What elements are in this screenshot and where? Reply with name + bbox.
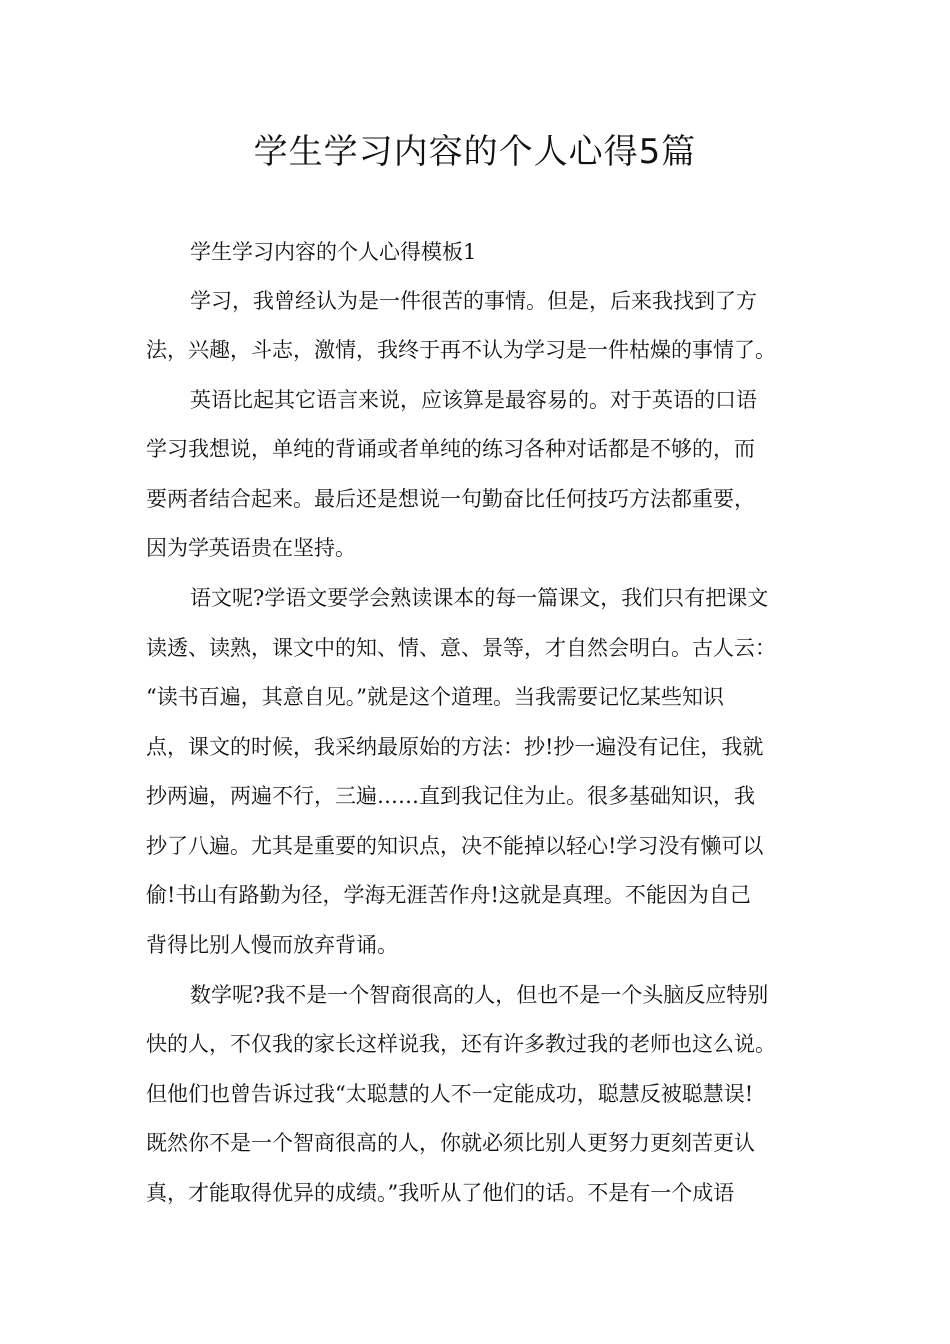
text-line: 真，才能取得优异的成绩。”我听从了他们的话。不是有一个成语 (146, 1181, 735, 1205)
text-line: 快的人，不仅我的家长这样说我，还有许多教过我的老师也这么说。 (146, 1032, 776, 1056)
text-line: “读书百遍，其意自见。”就是这个道理。当我需要记忆某些知识 (146, 685, 724, 709)
text-line: 语文呢?学语文要学会熟读课本的每一篇课文，我们只有把课文 (190, 586, 769, 610)
text-line: 要两者结合起来。最后还是想说一句勤奋比任何技巧方法都重要， (146, 487, 755, 511)
text-line: 数学呢?我不是一个智商很高的人，但也不是一个头脑反应特别 (190, 983, 769, 1007)
text-line: 英语比起其它语言来说，应该算是最容易的。对于英语的口语 (190, 388, 757, 412)
text-line: 抄两遍，两遍不行，三遍……直到我记住为止。很多基础知识，我 (146, 784, 755, 808)
text-line: 偷!书山有路勤为径，学海无涯苦作舟!这就是真理。不能因为自己 (146, 883, 751, 907)
text-line: 既然你不是一个智商很高的人，你就必须比别人更努力更刻苦更认 (146, 1131, 755, 1155)
section-heading: 学生学习内容的个人心得模板1 (190, 240, 477, 264)
text-line: 点，课文的时候，我采纳最原始的方法：抄!抄一遍没有记住，我就 (146, 735, 764, 759)
document-title: 学生学习内容的个人心得5篇 (253, 132, 697, 172)
text-line: 学习，我曾经认为是一件很苦的事情。但是，后来我找到了方 (190, 289, 757, 313)
text-line: 背得比别人慢而放弃背诵。 (146, 933, 398, 957)
text-line: 抄了八遍。尤其是重要的知识点，决不能掉以轻心!学习没有懒可以 (146, 834, 764, 858)
text-line: 学习我想说，单纯的背诵或者单纯的练习各种对话都是不够的，而 (146, 437, 755, 461)
text-line: 法，兴趣，斗志，激情，我终于再不认为学习是一件枯燥的事情了。 (146, 338, 776, 362)
text-line: 但他们也曾告诉过我“太聪慧的人不一定能成功，聪慧反被聪慧误! (146, 1082, 754, 1106)
text-line: 读透、读熟，课文中的知、情、意、景等，才自然会明白。古人云： (146, 636, 776, 660)
text-line: 因为学英语贵在坚持。 (146, 536, 356, 560)
